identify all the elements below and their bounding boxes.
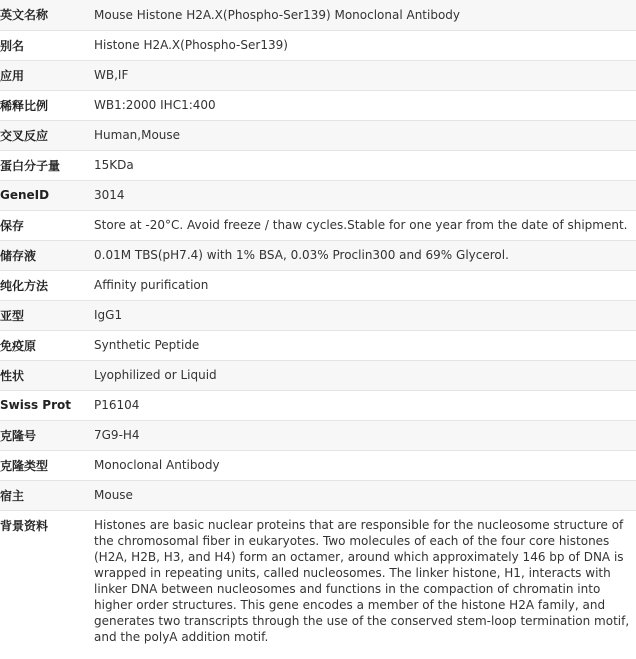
spec-label: 别名 bbox=[0, 30, 94, 60]
spec-value: Histone H2A.X(Phospho-Ser139) bbox=[94, 30, 636, 60]
spec-value: Monoclonal Antibody bbox=[94, 450, 636, 480]
spec-label: GeneID bbox=[0, 180, 94, 210]
spec-label: 英文名称 bbox=[0, 0, 94, 30]
spec-value: Human,Mouse bbox=[94, 120, 636, 150]
spec-row-clone-number bbox=[0, 420, 636, 450]
spec-label: 背景资料 bbox=[0, 510, 94, 649]
background-paragraph: Histones are basic nuclear proteins that are responsible for the nucleosome structure of the chromosomal fiber in eukaryotes. Two molecules of each of the four core histones (H2A, H2B, H3, and H4) form an octamer, around which approximately 146 bp of DNA is wrapped in repeating units, called nucleosomes. The linker histone, H1, interacts with linker DNA between nucleosomes and functions in the compaction of chromatin into higher order structures. This gene encodes a member of the histone H2A family, and generates two transcripts through the use of the conserved stem-loop termination motif, and the polyA addition motif. bbox=[94, 510, 636, 649]
spec-row-purification bbox=[0, 270, 636, 300]
spec-row-form bbox=[0, 360, 636, 390]
spec-row-cross-reactivity bbox=[0, 120, 636, 150]
spec-value: Synthetic Peptide bbox=[94, 330, 636, 360]
spec-value: Mouse bbox=[94, 480, 636, 510]
spec-row-immunogen bbox=[0, 330, 636, 360]
spec-value: Mouse Histone H2A.X(Phospho-Ser139) Monoclonal Antibody bbox=[94, 0, 636, 30]
spec-label: 克隆类型 bbox=[0, 450, 94, 480]
spec-value: WB,IF bbox=[94, 60, 636, 90]
spec-row-storage-buffer bbox=[0, 240, 636, 270]
spec-row-application bbox=[0, 60, 636, 90]
spec-row-alias bbox=[0, 30, 636, 60]
spec-label: 宿主 bbox=[0, 480, 94, 510]
spec-label: 性状 bbox=[0, 360, 94, 390]
spec-row-dilution bbox=[0, 90, 636, 120]
spec-row-gene-id bbox=[0, 180, 636, 210]
spec-value: P16104 bbox=[94, 390, 636, 420]
spec-value: 0.01M TBS(pH7.4) with 1% BSA, 0.03% Proclin300 and 69% Glycerol. bbox=[94, 240, 636, 270]
spec-value: Store at -20°C. Avoid freeze / thaw cycles.Stable for one year from the date of shipment. bbox=[94, 210, 636, 240]
spec-value: 7G9-H4 bbox=[94, 420, 636, 450]
spec-row-host bbox=[0, 480, 636, 510]
spec-label: 克隆号 bbox=[0, 420, 94, 450]
spec-row-swiss-prot bbox=[0, 390, 636, 420]
spec-value: WB1:2000 IHC1:400 bbox=[94, 90, 636, 120]
spec-label: 稀释比例 bbox=[0, 90, 94, 120]
spec-label: 免疫原 bbox=[0, 330, 94, 360]
spec-label: 交叉反应 bbox=[0, 120, 94, 150]
spec-value: Affinity purification bbox=[94, 270, 636, 300]
spec-row-molecular-weight bbox=[0, 150, 636, 180]
spec-row-clone-type bbox=[0, 450, 636, 480]
spec-row-english-name bbox=[0, 0, 636, 30]
spec-label: Swiss Prot bbox=[0, 390, 94, 420]
spec-label: 储存液 bbox=[0, 240, 94, 270]
spec-value: IgG1 bbox=[94, 300, 636, 330]
spec-value: 3014 bbox=[94, 180, 636, 210]
spec-label: 保存 bbox=[0, 210, 94, 240]
spec-row-background bbox=[0, 510, 636, 649]
spec-value: 15KDa bbox=[94, 150, 636, 180]
spec-label: 应用 bbox=[0, 60, 94, 90]
spec-label: 亚型 bbox=[0, 300, 94, 330]
spec-row-storage bbox=[0, 210, 636, 240]
spec-row-isotype bbox=[0, 300, 636, 330]
spec-value: Lyophilized or Liquid bbox=[94, 360, 636, 390]
spec-label: 蛋白分子量 bbox=[0, 150, 94, 180]
spec-label: 纯化方法 bbox=[0, 270, 94, 300]
